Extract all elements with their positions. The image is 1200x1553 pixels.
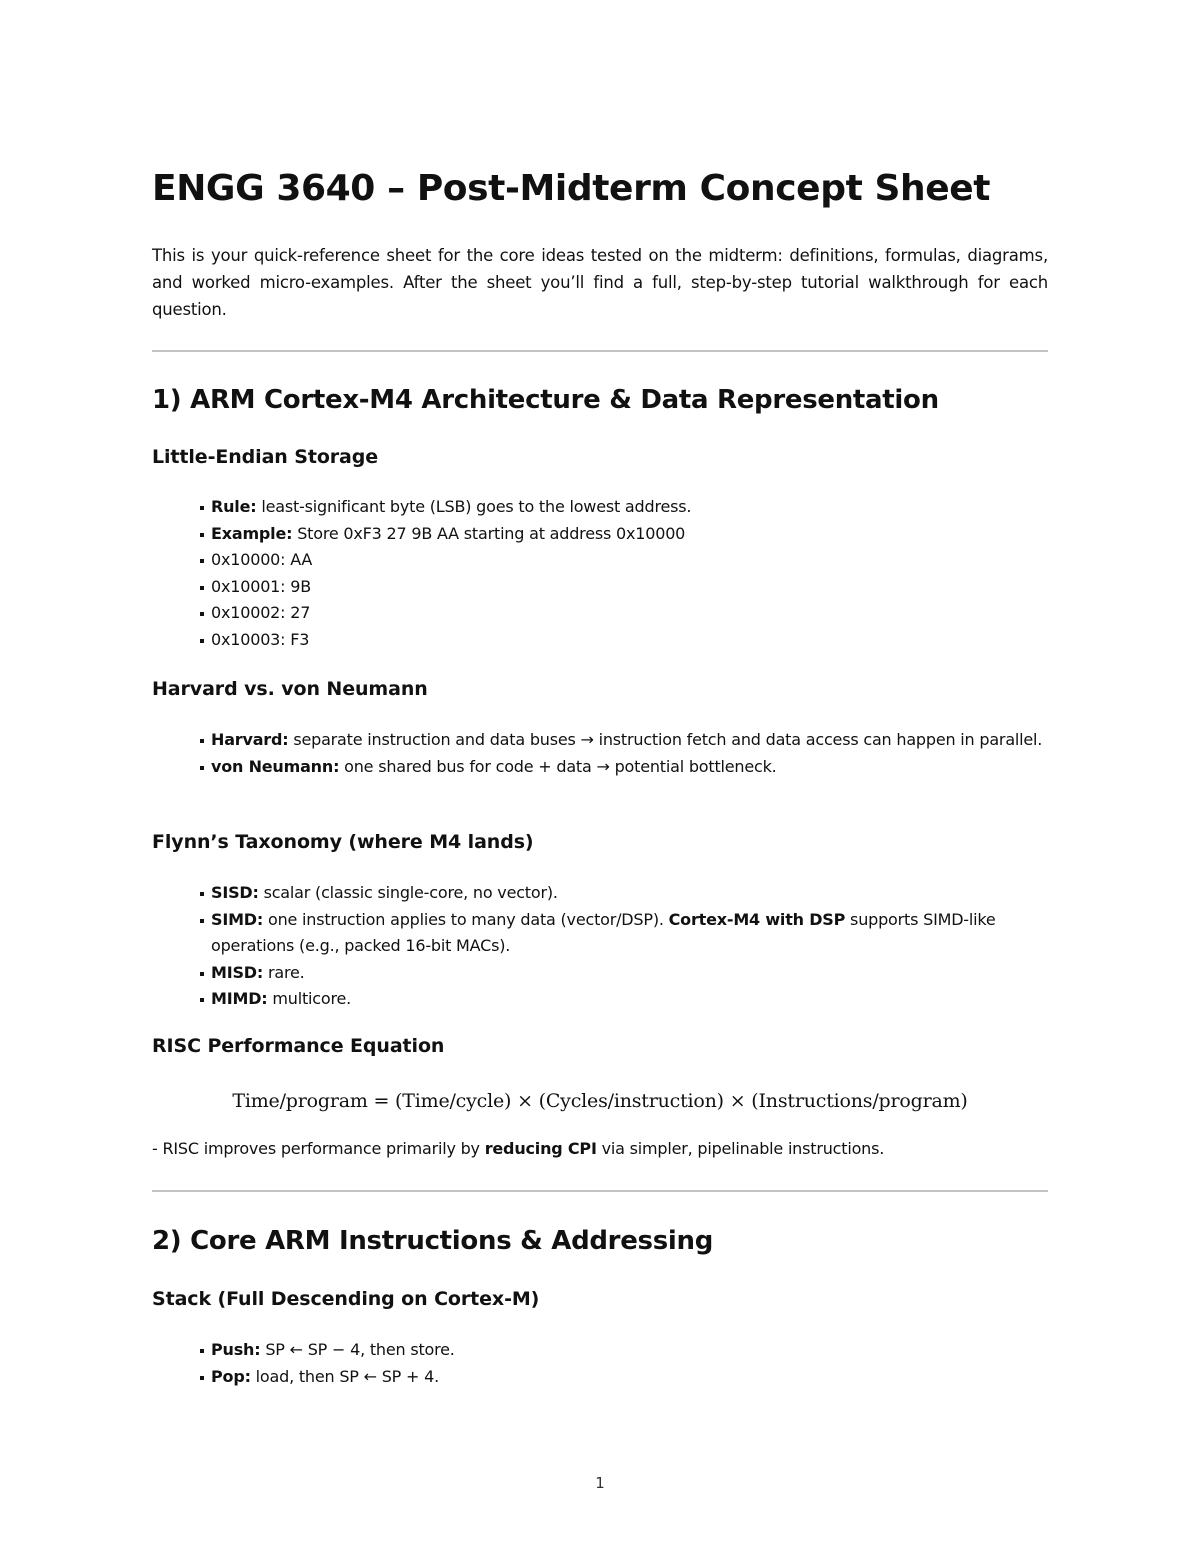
list-item: SISD: scalar (classic single-core, no vector). (200, 880, 1048, 907)
list-item: von Neumann: one shared bus for code + data → potential bottleneck. (200, 754, 1048, 781)
section-divider (152, 1190, 1048, 1192)
intro-paragraph: This is your quick-reference sheet for the core ideas tested on the midterm: definitions, formulas, diagrams, and worked micro-examples. After the sheet you’ll find a full, step-by-step tutorial walkthrough for each question. (152, 246, 1048, 319)
page-number: 1 (595, 1474, 605, 1492)
list-item: 0x10000: AA (200, 547, 1048, 574)
list-item: 0x10002: 27 (200, 600, 1048, 627)
section-heading-2: 2) Core ARM Instructions & Addressing (152, 1226, 714, 1256)
stack-list (200, 1337, 1048, 1390)
list-item: SIMD: one instruction applies to many data (vector/DSP). Cortex-M4 with DSP supports SIMD-like operations (e.g., packed 16-bit MACs). (200, 907, 1048, 960)
subsection-heading-flynn: Flynn’s Taxonomy (where M4 lands) (152, 831, 534, 853)
little-endian-list (200, 494, 1048, 653)
list-item: Rule: least-significant byte (LSB) goes to the lowest address. (200, 494, 1048, 521)
list-item: Pop: load, then SP ← SP + 4. (200, 1364, 1048, 1391)
subsection-heading-stack: Stack (Full Descending on Cortex-M) (152, 1288, 540, 1310)
section-heading-1: 1) ARM Cortex-M4 Architecture & Data Representation (152, 385, 939, 415)
risc-performance-equation: Time/program = (Time/cycle) × (Cycles/instruction) × (Instructions/program) (232, 1090, 968, 1112)
subsection-heading-little-endian: Little-Endian Storage (152, 446, 379, 468)
list-item: Push: SP ← SP − 4, then store. (200, 1337, 1048, 1364)
harvard-list (200, 727, 1048, 780)
list-item: MIMD: multicore. (200, 986, 1048, 1013)
subsection-heading-risc: RISC Performance Equation (152, 1035, 445, 1057)
section-divider (152, 350, 1048, 352)
list-item: Harvard: separate instruction and data buses → instruction fetch and data access can happen in parallel. (200, 727, 1048, 754)
list-item: MISD: rare. (200, 960, 1048, 987)
list-item: 0x10003: F3 (200, 627, 1048, 654)
list-item: Example: Store 0xF3 27 9B AA starting at address 0x10000 (200, 521, 1048, 548)
risc-note: - RISC improves performance primarily by reducing CPI via simpler, pipelinable instructions. (152, 1139, 885, 1158)
subsection-heading-harvard: Harvard vs. von Neumann (152, 678, 428, 700)
document-title: ENGG 3640 – Post-Midterm Concept Sheet (152, 168, 991, 209)
flynn-list (200, 880, 1048, 1013)
list-item: 0x10001: 9B (200, 574, 1048, 601)
